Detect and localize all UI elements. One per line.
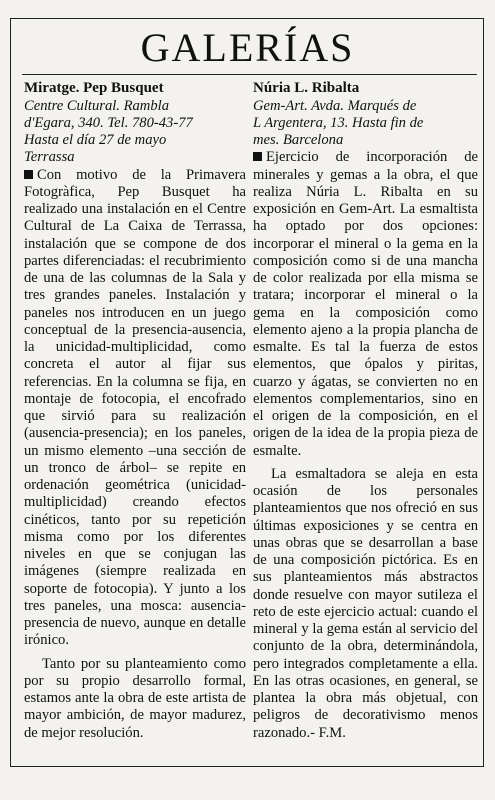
left-paragraph-2: Tanto por su planteamiento como por su propio desarrollo formal, estamos ante la obra de este artista de mayor ambición, de mayor madurez, de mejor resolución. [24,655,246,741]
right-info-line: mes. Barcelona [253,132,344,148]
left-info [24,98,246,167]
right-info [253,98,478,150]
right-heading: Núria L. Ribalta [253,80,360,96]
left-info-line: Centre Cultural. Rambla [24,97,169,114]
right-info-line: L Argentera, 13. Hasta fin de [253,114,424,131]
left-paragraph-1-text: Con motivo de la Primavera Fotogràfica, Pep Busquet ha realizado una instalación en el Centre Cultural de La Caixa de Terrassa, instalación que se compone de dos partes diferenciadas: el recubrimiento de una de las columnas de la Sala y tres grandes paneles. Instalación y paneles nos introducen en un juego conceptual de la presencia-ausencia, la unicidad-multiplicidad, como concreta el autor al fijar sus referencias. En la columna se fija, en montaje de fotocopia, el encofrado que sirvió para su realización (ausencia-presencia); en los paneles, un mismo elemento –una sección de un tronco de árbol– se repite en ordenación geométrica (unicidad-multiplicidad) creando efectos cinéticos, tanto por su repetición misma como por los diferentes niveles en que se conjugan las imágenes (siempre realizada en soporte de fotocopia). Y junto a los tres paneles, una mosca: ausencia-presencia de nuevo, aunque en detalle irónico. [24,166,246,649]
left-info-line: Terrassa [24,149,75,166]
right-paragraph-1 [253,149,478,460]
right-info-line: Gem-Art. Avda. Marqués de [253,97,417,114]
right-paragraph-1-text: Ejercicio de incorporación de minerales y gemas a la obra, el que realiza Núria L. Ribalta en su exposición en Gem-Art. La esmaltista ha optado por dos opciones: incorporar el mineral o la gema en la composición como si de una mancha de color realizada por ella misma se tratara; incorporar el mineral o la gema en la composición como elemento ajeno a la propia plancha de esmalte. Es tal la fuerza de estos elementos, que ópalos y piritas, cuarzo y ágatas, se convierten no en elementos complementarios, sino en el origen de la composición, en el origen de la idea de la propia pieza de esmalte. [253,149,478,459]
left-info-line: Hasta el día 27 de mayo [24,132,167,148]
left-column [24,80,246,742]
left-paragraph-1 [24,167,246,650]
bullet-square-icon [24,170,33,179]
left-heading: Miratge. Pep Busquet [24,80,164,96]
left-info-line: d'Egara, 340. Tel. 780-43-77 [24,114,193,131]
bullet-square-icon [253,152,262,161]
right-paragraph-2: La esmaltadora se aleja en esta ocasión de los personales planteamientos que nos ofreció en sus últimas exposiciones y se centra en unas obras que se desarrollan a base de una composición pictórica. Es en sus planteamientos más abstractos donde resuelve con mayor sutileza el reto de este ejercicio actual: cuando el mineral y la gema están al servicio del conjunto de la obra, determinándola, pero integrados completamente a ella. En las otras ocasiones, en general, se plantea la obra más objetual, con peligros de decorativismo menos razonado.- F.M. [253,465,478,741]
right-column [253,80,478,742]
page-title: GALERÍAS [140,25,355,70]
title-divider [22,74,477,75]
